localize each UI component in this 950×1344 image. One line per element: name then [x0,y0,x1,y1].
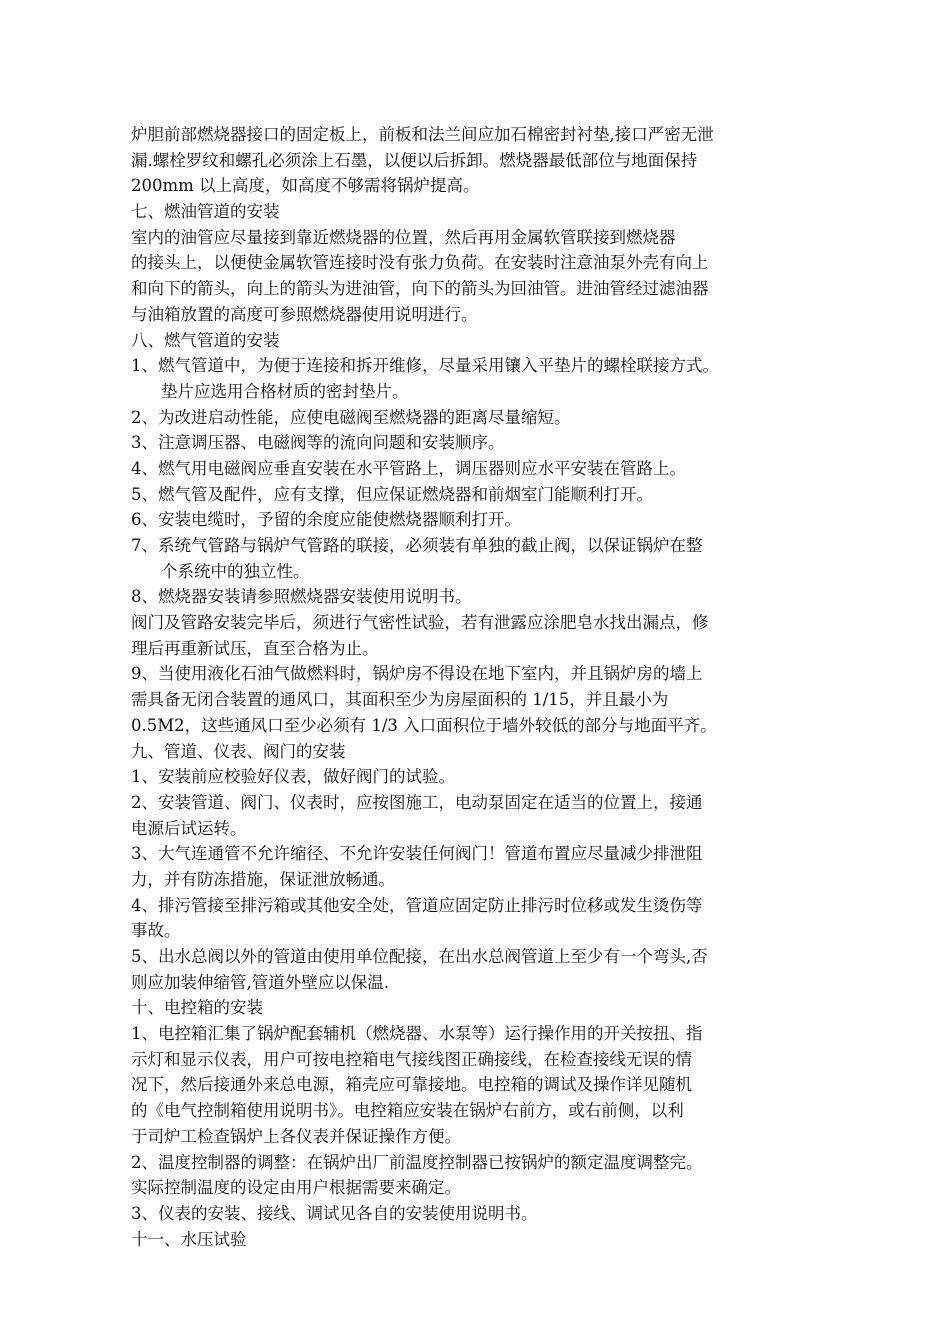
paragraph-line: 实际控制温度的设定由用户根据需要来确定。 [131,1178,461,1198]
section-heading-7: 七、燃油管道的安装 [131,202,280,222]
list-item: 2、温度控制器的调整：在锅炉出厂前温度控制器已按锅炉的额定温度调整完。 [131,1152,703,1172]
section-heading-9: 九、管道、仪表、阀门的安装 [131,741,346,761]
list-item: 6、安装电缆时，予留的余度应能使燃烧器顺利打开。 [131,510,521,530]
section-heading-11: 十一、水压试验 [131,1229,247,1249]
document-body [131,122,811,1252]
section-heading-10: 十、电控箱的安装 [131,998,263,1018]
list-item: 8、燃烧器安装请参照燃烧器安装使用说明书。 [131,587,472,607]
list-item: 2、安装管道、阀门、仪表时，应按图施工，电动泵固定在适当的位置上，接通 [131,792,703,812]
paragraph-line: 与油箱放置的高度可参照燃烧器使用说明进行。 [131,304,478,324]
list-item: 2、为改进启动性能，应使电磁阀至燃烧器的距离尽量缩短。 [131,407,571,427]
list-item: 3、大气连通管不允许缩径、不允许安装任何阀门！管道布置应尽量减少排泄阻 [131,844,703,864]
list-item: 5、出水总阀以外的管道由使用单位配接，在出水总阀管道上至少有一个弯头,否 [131,947,708,966]
list-item: 4、排污管接至排污箱或其他安全处，管道应固定防止排污时位移或发生烫伤等 [131,895,703,915]
paragraph-line: 阀门及管路安装完毕后，须进行气密性试验，若有泄露应涂肥皂水找出漏点，修 [131,613,709,633]
paragraph-line: 的《电气控制箱使用说明书》。电控箱应安装在锅炉右前方，或右前侧，以利 [131,1101,684,1121]
paragraph-line: 示灯和显示仪表，用户可按电控箱电气接线图正确接线，在检查接线无误的情 [131,1049,692,1069]
paragraph-line: 理后再重新试压，直至合格为止。 [131,638,379,658]
list-item: 1、电控箱汇集了锅炉配套辅机（燃烧器、水泵等）运行操作用的开关按扭、指 [131,1024,703,1044]
paragraph-line: 漏.螺栓罗纹和螺孔必须涂上石墨，以便以后拆卸。燃烧器最低部位与地面保持 [131,150,698,170]
paragraph-line: 则应加装伸缩管,管道外壁应以保温. [131,972,389,992]
paragraph-line: 需具备无闭合装置的通风口，其面积至少为房屋面积的 1/15，并且最小为 [131,690,669,710]
paragraph-line: 于司炉工检查锅炉上各仪表并保证操作方便。 [131,1126,461,1146]
list-item: 3、注意调压器、电磁阀等的流向问题和安装顺序。 [131,433,505,453]
list-item: 3、仪表的安装、接线、调试见各自的安装使用说明书。 [131,1203,538,1223]
paragraph-line: 炉胆前部燃烧器接口的固定板上，前板和法兰间应加石棉密封衬垫,接口严密无泄 [131,125,714,144]
list-item-continued: 个系统中的独立性。 [161,561,310,581]
list-item: 5、燃气管及配件，应有支撑，但应保证燃烧器和前烟室门能顺利打开。 [131,484,653,504]
list-item-continued: 垫片应选用合格材质的密封垫片。 [161,381,409,401]
section-heading-8: 八、燃气管道的安装 [131,330,280,350]
list-item: 1、燃气管道中，为便于连接和拆开维修，尽量采用镶入平垫片的螺栓联接方式。 [131,356,719,376]
paragraph-line: 的接头上，以便使金属软管连接时没有张力负荷。在安装时注意油泵外壳有向上 [131,253,709,273]
paragraph-line: 0.5M2，这些通风口至少必须有 1/3 入口面积位于墙外较低的部分与地面平齐。 [131,715,717,735]
paragraph-line: 事故。 [131,921,181,941]
list-item: 4、燃气用电磁阀应垂直安装在水平管路上，调压器则应水平安装在管路上。 [131,458,686,478]
paragraph-line: 室内的油管应尽量接到靠近燃烧器的位置，然后再用金属软管联接到燃烧器 [131,227,676,247]
paragraph-line: 和向下的箭头，向上的箭头为进油管，向下的箭头为回油管。进油管经过滤油器 [131,279,709,299]
paragraph-line: 力，并有防冻措施，保证泄放畅通。 [131,869,395,889]
paragraph-line: 况下，然后接通外来总电源，箱壳应可靠接地。电控箱的调试及操作详见随机 [131,1075,692,1095]
list-item: 7、系统气管路与锅炉气管路的联接，必须装有单独的截止阀，以保证锅炉在整 [131,536,703,555]
paragraph-line: 电源后试运转。 [131,818,247,838]
list-item: 9、当使用液化石油气做燃料时，锅炉房不得设在地下室内，并且锅炉房的墙上 [131,664,703,684]
list-item: 1、安装前应校验好仪表，做好阀门的试验。 [131,767,455,787]
paragraph-line: 200mm 以上高度，如高度不够需将锅炉提高。 [131,176,480,196]
